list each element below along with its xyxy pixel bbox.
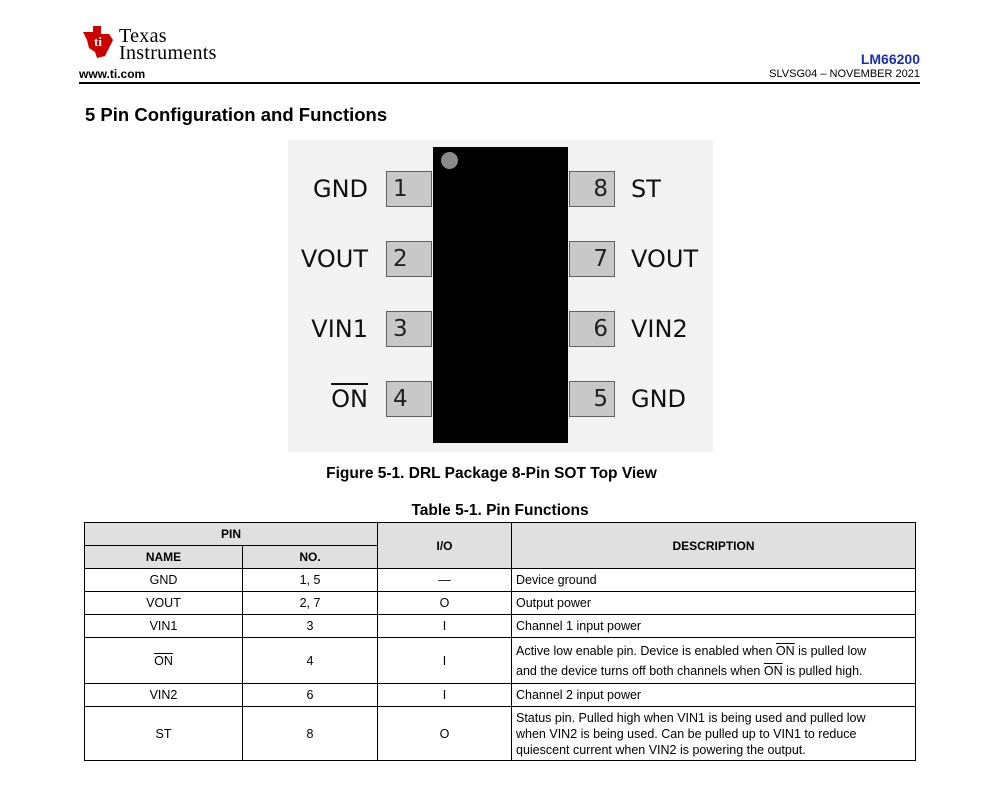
pin-label-vout: VOUT [300,245,368,273]
pin-1: 1 [386,171,432,207]
cell-no: 2, 7 [243,592,378,615]
cell-no: 6 [243,684,378,707]
ti-logo [79,22,249,68]
pin-label-st: ST [631,175,661,203]
svg-text:ti: ti [94,34,102,49]
cell-io: I [378,684,512,707]
pin-3: 3 [386,311,432,347]
document-id: SLVSG04 – NOVEMBER 2021 [769,68,920,80]
pin-7: 7 [569,241,615,277]
pin-label-on: $\overline{ON}$ [331,385,368,413]
cell-no: 8 [243,707,378,761]
table-row [85,569,916,592]
cell-name [85,638,243,684]
pinout-diagram [288,140,713,452]
cell-desc: Status pin. Pulled high when VIN1 is being used and pulled low when VIN2 is being used. Can be pulled up to VIN1 to reduce quiescent current when VIN2 is powering the output. [512,707,916,761]
header-no: NO. [243,546,378,569]
table-row [85,615,916,638]
pin-label-vin1: VIN1 [311,315,368,343]
cell-desc: Active low enable pin. Device is enabled when $\overline{ON}$ is pulled low and the device turns off both channels when $\overline{ON}$ is pulled high. [512,638,916,684]
site-url[interactable]: www.ti.com [79,67,146,81]
pin1-indicator [441,152,458,169]
logo-wordmark: Texas Instruments [119,25,217,64]
header-pin: PIN [85,523,378,546]
part-number[interactable]: LM66200 [860,51,920,67]
cell-io: — [378,569,512,592]
figure-caption: Figure 5-1. DRL Package 8-Pin SOT Top View [326,465,657,482]
pin-label-gnd-2: GND [631,385,687,413]
cell-desc: Channel 1 input power [512,615,916,638]
cell-io: O [378,707,512,761]
header-description: DESCRIPTION [512,523,916,569]
chip-body [433,147,568,443]
pin-6: 6 [569,311,615,347]
pin-2: 2 [386,241,432,277]
cell-name: GND [85,569,243,592]
on-name: $\overline{ON}$ [154,653,173,668]
pin-label-vout-2: VOUT [631,245,699,273]
table-row [85,592,916,615]
table-row [85,684,916,707]
cell-no: 4 [243,638,378,684]
section-title: 5 Pin Configuration and Functions [85,104,388,125]
cell-name: VIN1 [85,615,243,638]
pin-5: 5 [569,381,615,417]
cell-no: 3 [243,615,378,638]
table-row [85,638,916,684]
cell-name: VIN2 [85,684,243,707]
pin-label-gnd: GND [312,175,368,203]
cell-io: O [378,592,512,615]
cell-io: I [378,638,512,684]
header-io: I/O [378,523,512,569]
cell-desc: Device ground [512,569,916,592]
cell-desc: Output power [512,592,916,615]
table-caption: Table 5-1. Pin Functions [411,502,589,519]
pin-label-vin2: VIN2 [631,315,688,343]
pin-4: 4 [386,381,432,417]
ti-logo-icon [79,22,117,60]
table-row [85,707,916,761]
cell-no: 1, 5 [243,569,378,592]
header-name: NAME [85,546,243,569]
pin-functions-table [84,522,916,761]
cell-desc: Channel 2 input power [512,684,916,707]
header-divider [79,82,920,84]
cell-name: VOUT [85,592,243,615]
cell-name: ST [85,707,243,761]
cell-io: I [378,615,512,638]
pin-8: 8 [569,171,615,207]
